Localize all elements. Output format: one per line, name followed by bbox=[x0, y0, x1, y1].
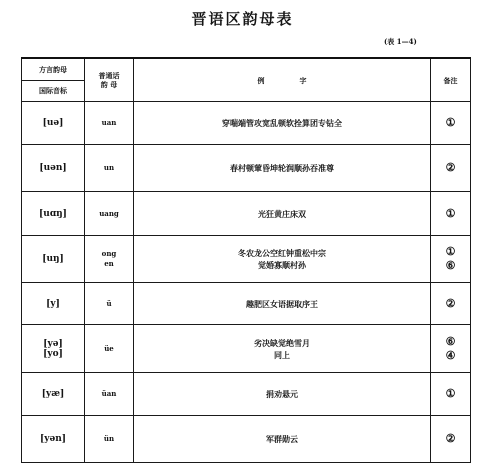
mandarin-cell: ong en bbox=[85, 236, 134, 283]
notes-cell: ② bbox=[431, 145, 471, 192]
notes-cell: ① bbox=[431, 192, 471, 236]
notes-cell: ② bbox=[431, 283, 471, 325]
mandarin-cell: ün bbox=[85, 416, 134, 463]
table-row bbox=[22, 283, 471, 325]
notes-cell: ② bbox=[431, 416, 471, 463]
table-row bbox=[22, 236, 471, 283]
ipa-cell: [uŋ] bbox=[22, 236, 85, 283]
ipa-cell: [yæ] bbox=[22, 373, 85, 416]
table-row bbox=[22, 325, 471, 373]
table-row bbox=[22, 373, 471, 416]
ipa-cell: [y] bbox=[22, 283, 85, 325]
examples-cell: 劣决缺觉绝雪月 同上 bbox=[134, 325, 431, 373]
mandarin-cell: ü bbox=[85, 283, 134, 325]
header-dialect-ipa bbox=[22, 58, 85, 102]
notes-cell: ⑥ ④ bbox=[431, 325, 471, 373]
table-row bbox=[22, 416, 471, 463]
examples-cell: 军群勋云 bbox=[134, 416, 431, 463]
mandarin-cell: uang bbox=[85, 192, 134, 236]
header-notes: 备注 bbox=[431, 58, 471, 102]
table-number: (表 1—4) bbox=[384, 37, 417, 46]
examples-cell: 穿喘端管攻宽乱顿软拴算团专钻全 bbox=[134, 102, 431, 145]
ipa-cell: [yə] [yo] bbox=[22, 325, 85, 373]
ipa-cell: [uɑŋ] bbox=[22, 192, 85, 236]
header-ipa: 国际音标 bbox=[39, 86, 67, 96]
examples-cell: 趣肥区女语据取序王 bbox=[134, 283, 431, 325]
notes-cell: ① ⑥ bbox=[431, 236, 471, 283]
table-header-row bbox=[22, 58, 471, 102]
table-row bbox=[22, 145, 471, 192]
ipa-cell: [uə] bbox=[22, 102, 85, 145]
header-dialect-final: 方言韵母 bbox=[22, 59, 84, 81]
table-row bbox=[22, 192, 471, 236]
ipa-cell: [uən] bbox=[22, 145, 85, 192]
mandarin-cell: üan bbox=[85, 373, 134, 416]
ipa-cell: [yən] bbox=[22, 416, 85, 463]
table-row bbox=[22, 102, 471, 145]
finals-table bbox=[21, 57, 471, 463]
mandarin-cell: uan bbox=[85, 102, 134, 145]
examples-cell: 捐劝悬元 bbox=[134, 373, 431, 416]
notes-cell: ① bbox=[431, 373, 471, 416]
notes-cell: ① bbox=[431, 102, 471, 145]
examples-cell: 冬农龙公空红钟重松中宗 觉婚寡顺村孙 bbox=[134, 236, 431, 283]
page-title: 晋语区韵母表 bbox=[191, 10, 294, 28]
mandarin-cell: un bbox=[85, 145, 134, 192]
header-examples: 例 字 bbox=[134, 58, 431, 102]
header-mandarin-final: 普通话 韵 母 bbox=[85, 58, 134, 102]
mandarin-cell: üe bbox=[85, 325, 134, 373]
examples-cell: 春村顿葷昏坤轮润顺孙吞准尊 bbox=[134, 145, 431, 192]
examples-cell: 光狂黄庄床双 bbox=[134, 192, 431, 236]
